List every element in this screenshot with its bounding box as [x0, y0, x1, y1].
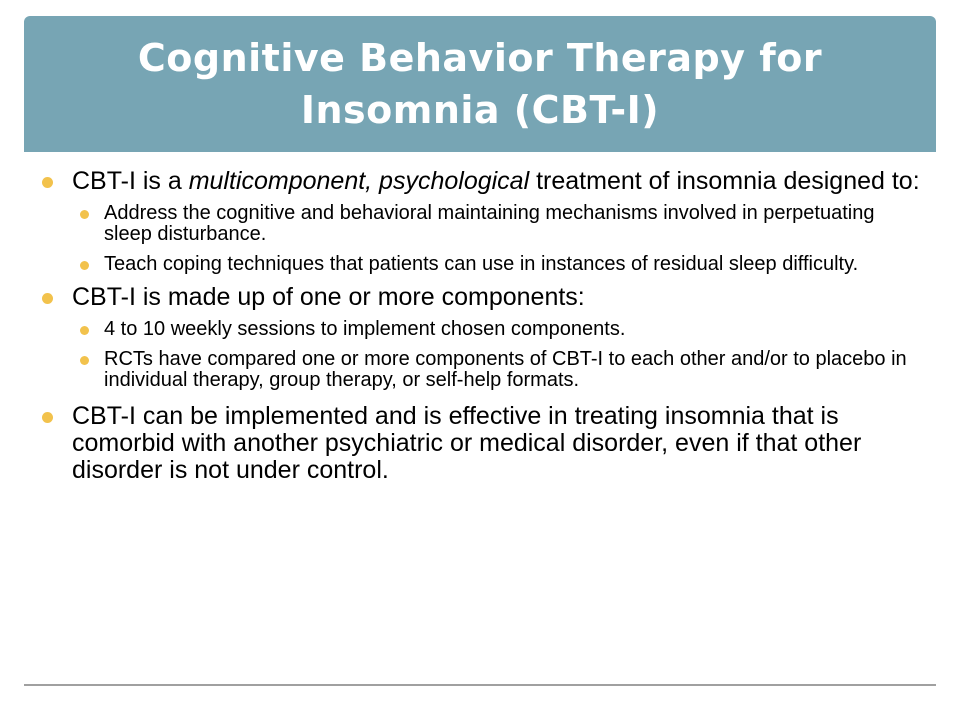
bullet-3-text: CBT-I can be implemented and is effective in treating insomnia that is comorbid with another psychiatric or medical disorder, even if that other disorder is not under control. — [72, 402, 862, 484]
sub-bullet-text: RCTs have compared one or more components of CBT-I to each other and/or to placebo in individual therapy, group therapy, or self-help formats. — [104, 348, 907, 391]
sub-bullet-text: 4 to 10 weekly sessions to implement chosen components. — [104, 318, 626, 340]
bullet-2-text: CBT-I is made up of one or more components: — [72, 283, 585, 311]
sub-bullet-item — [72, 349, 920, 391]
bullet-1-text-end: treatment of insomnia designed to: — [529, 167, 920, 195]
bullet-1-emphasis: multicomponent, psychological — [188, 167, 530, 195]
bullet-dot-icon — [42, 177, 53, 188]
sub-bullet-list-2 — [72, 319, 920, 391]
sub-bullet-text: Teach coping techniques that patients can use in instances of residual sleep difficulty. — [104, 253, 859, 275]
bullet-dot-icon — [80, 356, 89, 365]
bullet-dot-icon — [42, 412, 53, 423]
bullet-dot-icon — [42, 293, 53, 304]
bullet-dot-icon — [80, 210, 89, 219]
sub-bullet-text: Address the cognitive and behavioral maintaining mechanisms involved in perpetuating sleep disturbance. — [104, 202, 875, 245]
slide-title — [138, 32, 822, 136]
bullet-item-3 — [40, 403, 920, 484]
sub-bullet-list-1 — [72, 203, 920, 275]
bullet-item-2 — [40, 284, 920, 391]
bullet-1-text-start: CBT-I is a — [72, 167, 189, 195]
slide-title-line-2: Insomnia (CBT-I) — [300, 88, 660, 132]
title-bar — [24, 16, 936, 152]
slide-title-line-1: Cognitive Behavior Therapy for — [137, 36, 823, 80]
bullet-dot-icon — [80, 326, 89, 335]
footer-divider — [24, 684, 936, 686]
bullet-list — [40, 168, 920, 484]
bullet-dot-icon — [80, 261, 89, 270]
sub-bullet-item — [72, 254, 920, 275]
bullet-item-1 — [40, 168, 920, 275]
sub-bullet-item — [72, 319, 920, 340]
slide-content — [40, 168, 920, 488]
sub-bullet-item — [72, 203, 920, 245]
bullet-1-text — [72, 167, 920, 195]
